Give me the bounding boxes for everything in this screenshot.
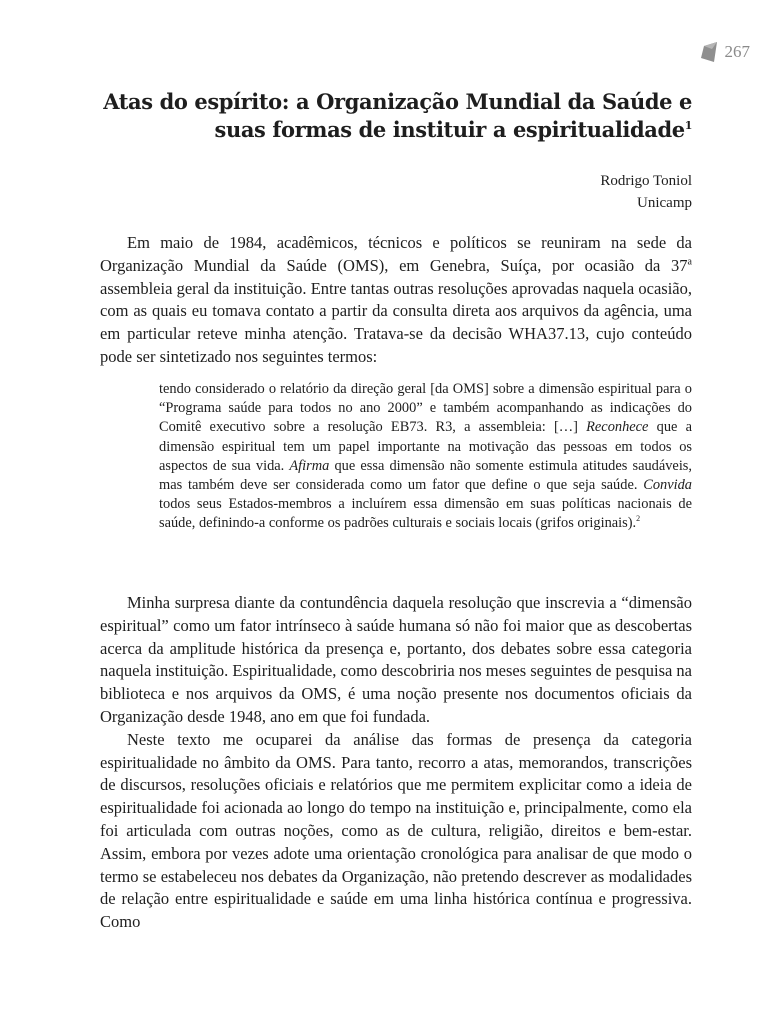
quote-text-d: todos seus Estados-membros a incluírem essa dimensão em suas políticas nacionais de saúde, definindo-a conforme os padrões culturais e sociais locais (grifos originais). [159,496,692,532]
body-paragraph-1 [100,232,692,369]
quote-text-b: que a dimensão espiritual tem um papel importante na motivação das pessoas em todos os aspectos de sua vida. [159,419,692,474]
paragraph-1-text-a: Em maio de 1984, acadêmicos, técnicos e políticos se reuniram na sede da Organização Mundial da Saúde (OMS), em Genebra, Suíça, por ocasião da 37 [100,233,692,275]
quote-footnote-ref[interactable]: 2 [636,514,641,524]
author-affiliation: Unicamp [637,195,692,211]
quote-emphasis-reconhece: Reconhece [586,419,649,436]
title-line-1: Atas do espírito: a Organização Mundial da Saúde e [103,89,692,114]
block-quote [159,380,692,534]
quote-text-a: tendo considerado o relatório da direção geral [da OMS] sobre a dimensão espiritual para o “Programa saúde para todos no ano 2000” e também acompanhando as indicações do Comitê executivo sobre a resolução EB73. R3, a assembleia: […] [159,381,692,436]
paragraph-2: Minha surpresa diante da contundência daquela resolução que inscrevia a “dimensão espiritual” como um fator intrínseco à saúde humana só não foi maior que as descobertas acerca da amplitude histórica da presença e, portanto, dos debates sobre essa categoria naquela instituição. Espiritualidade, como descobriria nos meses seguintes de pesquisa na biblioteca e nos arquivos da OMS, é uma noção presente nos documentos oficiais da Organização desde 1948, ano em que foi fundada. [100,593,693,726]
ordinal-superscript: a [687,256,692,268]
paragraph-1 [100,232,692,369]
author-block [400,170,692,214]
title-line-2 [100,116,692,144]
quote-text-c: que essa dimensão não somente estimula atitudes saudáveis, mas também deve ser considerada como um fator que define o que seja saúde. [159,457,693,494]
quote-emphasis-convida: Convida [643,477,692,494]
body-paragraphs-2-3 [100,592,692,934]
page-number-block [701,42,751,62]
article-title [100,88,692,144]
quote-emphasis-afirma: Afirma [289,457,330,474]
paragraph-3: Neste texto me ocuparei da análise das formas de presença da categoria espiritualidade no âmbito da OMS. Para tanto, recorro a atas, memorandos, transcrições de discursos, resoluções oficiais e relatórios que me permitem explicitar como a ideia de espiritualidade foi acionada ao longo do tempo na instituição e, principalmente, como ela foi articulada com outras noções, como as de cultura, religião, direitos e bem-estar. Assim, embora por vezes adote uma orientação cronológica para analisar de que modo o termo se estabeleceu nos debates da Organização, não pretendo descrever as modalidades de relação entre espiritualidade e saúde em uma linha histórica contínua e progressiva. Como [100,729,692,932]
page-marker-icon [701,42,717,62]
quote-text [159,380,692,534]
title-footnote-ref[interactable]: 1 [684,119,692,132]
paragraph-1-text-b: assembleia geral da instituição. Entre tantas outras resoluções aprovadas naquela ocasião, com as quais eu tomava contato a partir da consulta direta aos arquivos da agência, uma em particular reteve minha atenção. Tratava-se da decisão WHA37.13, cujo conteúdo pode ser sintetizado nos seguintes termos: [100,278,692,366]
page-number: 267 [724,42,750,61]
title-line-2-text: suas formas de instituir a espiritualidade [214,117,685,142]
author-name: Rodrigo Toniol [600,173,692,189]
